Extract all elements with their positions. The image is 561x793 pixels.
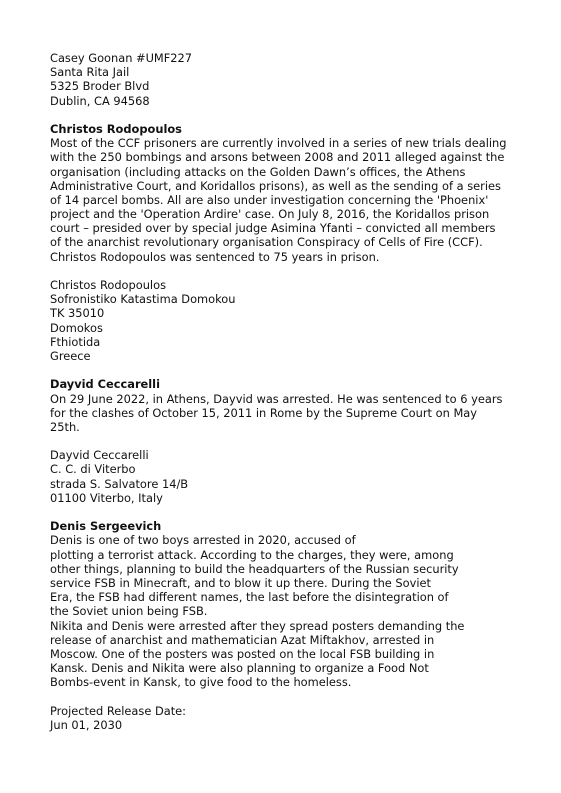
spacer bbox=[50, 264, 520, 278]
description-line: Administrative Court, and Koridallos prisons), as well as the sending of a series bbox=[50, 178, 501, 193]
release-date-value: Jun 01, 2030 bbox=[50, 717, 123, 732]
letter-page bbox=[50, 51, 520, 732]
sender-line: 5325 Broder Blvd bbox=[50, 79, 150, 94]
spacer bbox=[50, 434, 520, 448]
prisoner-name-heading: Dayvid Ceccarelli bbox=[50, 377, 160, 392]
description-line: the Soviet union being FSB. bbox=[50, 604, 208, 619]
description-line: organisation (including attacks on the Golden Dawn’s offices, the Athens bbox=[50, 164, 466, 179]
description-line: release of anarchist and mathematician Azat Miftakhov, arrested in bbox=[50, 632, 435, 647]
address-line: Greece bbox=[50, 348, 91, 363]
address-line: 01100 Viterbo, Italy bbox=[50, 490, 163, 505]
description-line: Moscow. One of the posters was posted on the local FSB building in bbox=[50, 646, 435, 661]
prisoner-name-heading: Denis Sergeevich bbox=[50, 519, 162, 534]
address-line: Dayvid Ceccarelli bbox=[50, 448, 149, 463]
prisoner-name-heading: Christos Rodopoulos bbox=[50, 121, 182, 136]
spacer bbox=[50, 363, 520, 377]
spacer bbox=[50, 108, 520, 122]
description-line: other things, planning to build the headquarters of the Russian security bbox=[50, 561, 459, 576]
prisoner-section-christos-rodopoulos bbox=[50, 122, 520, 363]
description-line: of 14 parcel bombs. All are also under investigation concerning the 'Phoenix' bbox=[50, 192, 489, 207]
description-line: court – presided over by special judge Asimina Yfanti – convicted all members bbox=[50, 221, 496, 236]
address-line: Christos Rodopoulos bbox=[50, 278, 167, 292]
prisoner-description bbox=[50, 392, 520, 435]
address-line: C. C. di Viterbo bbox=[50, 462, 136, 477]
address-line: TK 35010 bbox=[50, 306, 105, 321]
address-line: Fthiotida bbox=[50, 334, 101, 349]
prisoner-description bbox=[50, 533, 520, 689]
description-line: Christos Rodopoulos was sentenced to 75 years in prison. bbox=[50, 249, 380, 264]
description-line: service FSB in Minecraft, and to blow it up there. During the Soviet bbox=[50, 575, 432, 590]
description-line: for the clashes of October 15, 2011 in Rome by the Supreme Court on May bbox=[50, 405, 477, 420]
sender-line: Santa Rita Jail bbox=[50, 65, 130, 80]
spacer bbox=[50, 505, 520, 519]
release-date-label: Projected Release Date: bbox=[50, 703, 187, 718]
prisoner-section-dayvid-ceccarelli bbox=[50, 377, 520, 505]
description-line: Nikita and Denis were arrested after they spread posters demanding the bbox=[50, 618, 465, 633]
description-line: Bombs-event in Kansk, to give food to the homeless. bbox=[50, 675, 352, 690]
address-line: Sofronistiko Katastima Domokou bbox=[50, 292, 236, 307]
description-line: On 29 June 2022, in Athens, Dayvid was arrested. He was sentenced to 6 years bbox=[50, 391, 503, 406]
prisoner-address bbox=[50, 448, 520, 505]
description-line: Denis is one of two boys arrested in 2020, accused of bbox=[50, 533, 356, 548]
address-line: strada S. Salvatore 14/B bbox=[50, 476, 189, 491]
spacer bbox=[50, 689, 520, 703]
description-line: project and the 'Operation Ardire' case. On July 8, 2016, the Koridallos prison bbox=[50, 207, 490, 222]
description-line: Era, the FSB had different names, the last before the disintegration of bbox=[50, 590, 449, 605]
description-line: of the anarchist revolutionary organisation Conspiracy of Cells of Fire (CCF). bbox=[50, 235, 483, 250]
prisoner-section-denis-sergeevich bbox=[50, 519, 520, 732]
prisoner-address bbox=[50, 278, 520, 363]
description-line: with the 250 bombings and arsons between 2008 and 2011 alleged against the bbox=[50, 150, 505, 165]
description-line: Kansk. Denis and Nikita were also planning to organize a Food Not bbox=[50, 661, 429, 676]
release-date-block bbox=[50, 704, 520, 732]
prisoner-description bbox=[50, 136, 520, 264]
address-line: Domokos bbox=[50, 320, 103, 335]
sender-line: Casey Goonan #UMF227 bbox=[50, 51, 193, 65]
description-line: 25th. bbox=[50, 419, 80, 434]
sender-line: Dublin, CA 94568 bbox=[50, 93, 150, 108]
description-line: plotting a terrorist attack. According to the charges, they were, among bbox=[50, 547, 454, 562]
sender-address bbox=[50, 51, 520, 108]
description-line: Most of the CCF prisoners are currently involved in a series of new trials dealing bbox=[50, 136, 507, 151]
